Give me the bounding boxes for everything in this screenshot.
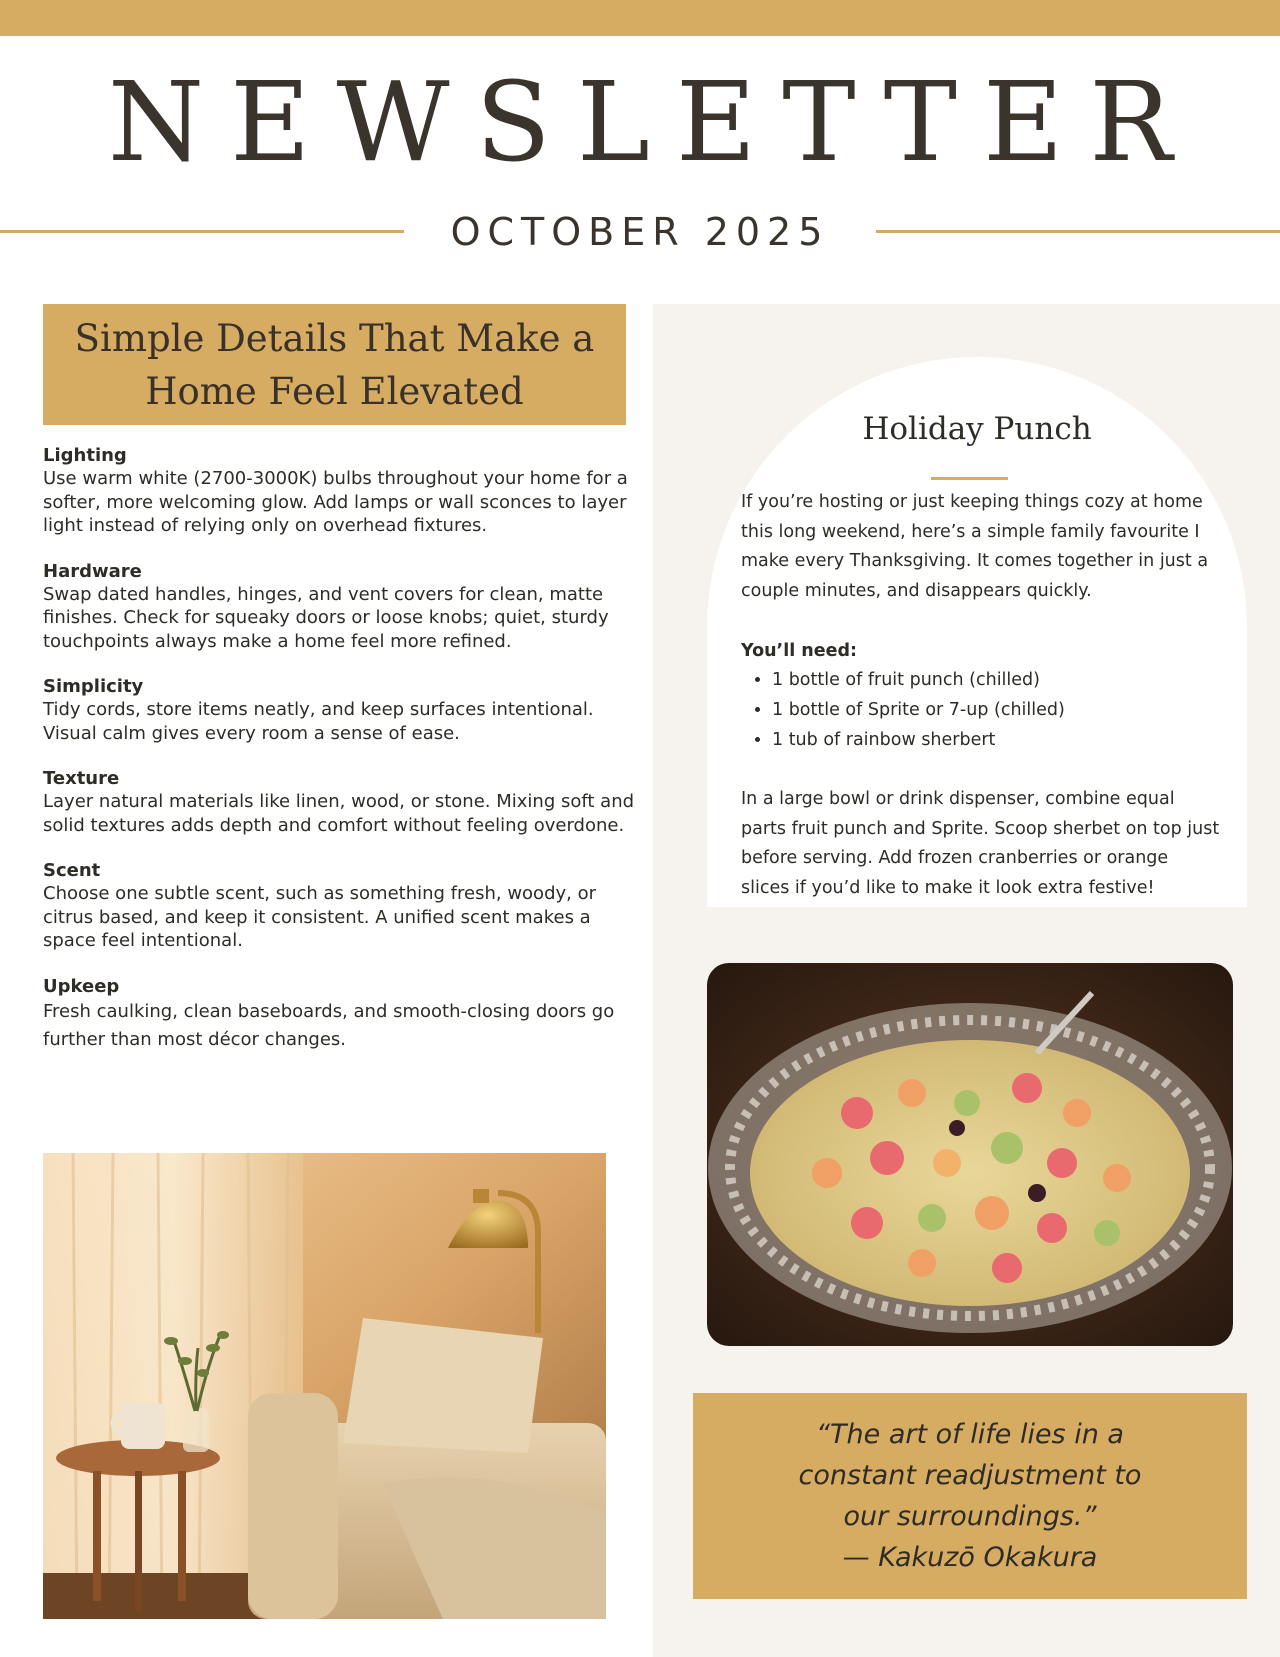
holiday-punch-photo (707, 963, 1233, 1346)
recipe-title: Holiday Punch (862, 411, 1092, 447)
issue-date: OCTOBER 2025 (450, 210, 830, 254)
tip-body: Layer natural materials like linen, wood, or stone. Mixing soft and solid textures adds depth and comfort without feeling overdone. (43, 791, 635, 836)
quote-line: “The art of life lies in a (816, 1419, 1124, 1450)
ingredient-item: • 1 bottle of Sprite or 7-up (chilled) (772, 696, 1221, 726)
tip-item (43, 560, 643, 654)
date-divider-left (0, 230, 404, 233)
tip-title: Lighting (43, 445, 127, 466)
quote-text (760, 1414, 1180, 1578)
tip-title: Simplicity (43, 676, 144, 697)
issue-date-row (0, 208, 1280, 256)
date-divider-right (876, 230, 1280, 233)
recipe-title-underline (931, 477, 1008, 480)
living-room-photo (43, 1153, 606, 1619)
tip-item (43, 444, 643, 538)
top-accent-band (0, 0, 1280, 36)
ingredients-list (741, 666, 1221, 755)
feature-title: Simple Details That Make a Home Feel Elevated (74, 316, 595, 413)
tip-item (43, 975, 643, 1054)
tip-title: Texture (43, 768, 120, 789)
tip-body: Fresh caulking, clean baseboards, and smooth-closing doors go further than most décor changes. (43, 1000, 615, 1050)
tip-body: Choose one subtle scent, such as something fresh, woody, or citrus based, and keep it consistent. A unified scent makes a space feel intentional. (43, 883, 597, 951)
ingredient-item: • 1 tub of rainbow sherbert (772, 726, 1221, 756)
tip-item (43, 859, 643, 953)
recipe-body (741, 488, 1221, 904)
tip-title: Upkeep (43, 975, 120, 997)
tip-body: Swap dated handles, hinges, and vent covers for clean, matte finishes. Check for squeaky doors or loose knobs; quiet, sturdy touchpoints always make a home feel more refined. (43, 583, 609, 652)
tips-list (43, 444, 643, 1076)
quote-line: constant readjustment to (798, 1460, 1142, 1491)
tip-body: Tidy cords, store items neatly, and keep surfaces intentional. Visual calm gives every room a sense of ease. (43, 699, 594, 744)
tip-body: Use warm white (2700-3000K) bulbs throughout your home for a softer, more welcoming glow. Add lamps or wall sconces to layer light instead of relying only on overhead fixtures. (43, 468, 628, 536)
quote-box (693, 1393, 1247, 1599)
recipe-intro: If you’re hosting or just keeping things cozy at home this long weekend, here’s a simple family favourite I make every Thanksgiving. It comes together in just a couple minutes, and disappears quickly. (741, 492, 1209, 602)
recipe-method: In a large bowl or drink dispenser, combine equal parts fruit punch and Sprite. Scoop sherbet on top just before serving. Add frozen cranberries or orange slices if you’d like to make it look extra festive! (741, 789, 1220, 899)
ingredients-label: You’ll need: (741, 640, 858, 661)
tip-item (43, 767, 643, 837)
masthead-title: NEWSLETTER (107, 58, 1199, 186)
ingredient-item: • 1 bottle of fruit punch (chilled) (772, 666, 1221, 696)
quote-author: — Kakuzō Okakura (842, 1542, 1098, 1573)
tip-item (43, 675, 643, 745)
quote-line: our surroundings.” (843, 1501, 1097, 1532)
tip-title: Scent (43, 860, 101, 881)
feature-banner (43, 304, 626, 425)
tip-title: Hardware (43, 560, 142, 582)
